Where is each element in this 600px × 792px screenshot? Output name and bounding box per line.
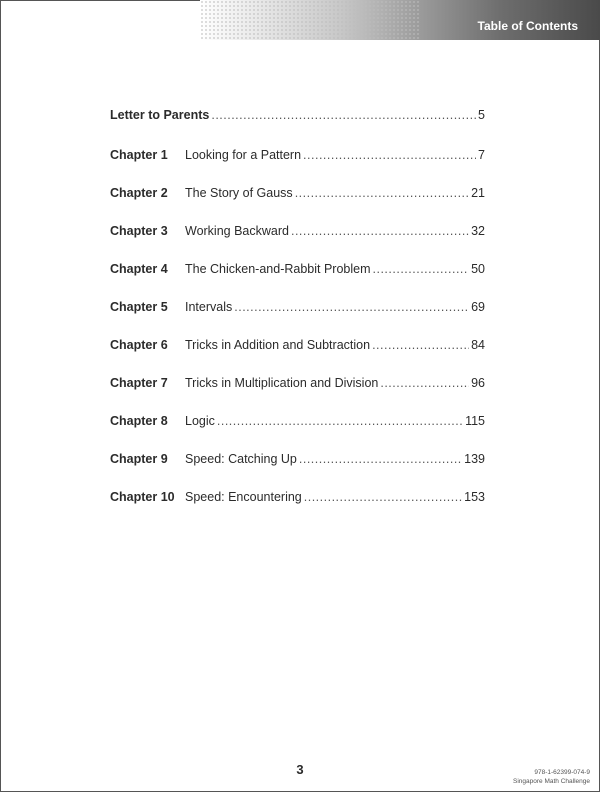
table-of-contents (110, 108, 485, 528)
toc-page-number: 139 (464, 452, 485, 466)
toc-page-number: 153 (464, 490, 485, 504)
toc-row-chapter-7[interactable] (110, 376, 485, 414)
book-title: Singapore Math Challenge (513, 778, 590, 785)
toc-row-chapter-9[interactable] (110, 452, 485, 490)
chapter-label: Chapter 8 (110, 414, 168, 428)
dot-leader (380, 376, 469, 390)
toc-page-number: 115 (465, 414, 485, 428)
toc-entry-title: Speed: Catching Up (185, 452, 297, 466)
dot-leader (373, 262, 470, 276)
dot-leader (372, 338, 469, 352)
toc-page-number: 96 (471, 376, 485, 390)
dot-leader (291, 224, 469, 238)
toc-entry-title: Tricks in Multiplication and Division (185, 376, 379, 390)
dot-leader (303, 148, 476, 162)
dot-leader (299, 452, 462, 466)
chapter-label: Chapter 6 (110, 338, 168, 352)
toc-row-chapter-1[interactable] (110, 148, 485, 186)
toc-row-chapter-6[interactable] (110, 338, 485, 376)
toc-row-chapter-3[interactable] (110, 224, 485, 262)
page-number: 3 (296, 762, 304, 777)
chapter-label: Chapter 4 (110, 262, 168, 276)
toc-page-number: 32 (471, 224, 485, 238)
chapter-label: Chapter 10 (110, 490, 175, 504)
toc-row-chapter-2[interactable] (110, 186, 485, 224)
toc-page-number: 50 (471, 262, 485, 276)
dot-leader (211, 108, 476, 122)
chapter-label: Chapter 5 (110, 300, 168, 314)
toc-page-number: 7 (478, 148, 485, 162)
toc-row-letter-to-parents[interactable] (110, 108, 485, 148)
toc-row-chapter-8[interactable] (110, 414, 485, 452)
toc-page-number: 21 (471, 186, 485, 200)
chapter-label: Chapter 7 (110, 376, 168, 390)
toc-entry-title: Intervals (185, 300, 233, 314)
toc-row-chapter-10[interactable] (110, 490, 485, 528)
toc-entry-title: Logic (185, 414, 215, 428)
toc-entry-title: Tricks in Addition and Subtraction (185, 338, 371, 352)
isbn: 978-1-62399-074-9 (534, 769, 590, 776)
header-dot-pattern (200, 0, 420, 40)
toc-entry-title: Letter to Parents (110, 108, 210, 122)
toc-entry-title: Working Backward (185, 224, 289, 238)
toc-row-chapter-4[interactable] (110, 262, 485, 300)
toc-entry-title: Looking for a Pattern (185, 148, 302, 162)
toc-page-number: 84 (471, 338, 485, 352)
toc-page-number: 69 (471, 300, 485, 314)
dot-leader (217, 414, 463, 428)
dot-leader (304, 490, 462, 504)
footer-isbn-block (513, 768, 590, 786)
chapter-label: Chapter 2 (110, 186, 168, 200)
toc-entry-title: The Story of Gauss (185, 186, 293, 200)
toc-entry-title: The Chicken-and-Rabbit Problem (185, 262, 371, 276)
chapter-label: Chapter 3 (110, 224, 168, 238)
toc-page-number: 5 (478, 108, 485, 122)
header-title: Table of Contents (477, 19, 578, 33)
toc-entry-title: Speed: Encountering (185, 490, 302, 504)
chapter-label: Chapter 1 (110, 148, 168, 162)
dot-leader (234, 300, 469, 314)
dot-leader (295, 186, 469, 200)
chapter-label: Chapter 9 (110, 452, 168, 466)
toc-row-chapter-5[interactable] (110, 300, 485, 338)
